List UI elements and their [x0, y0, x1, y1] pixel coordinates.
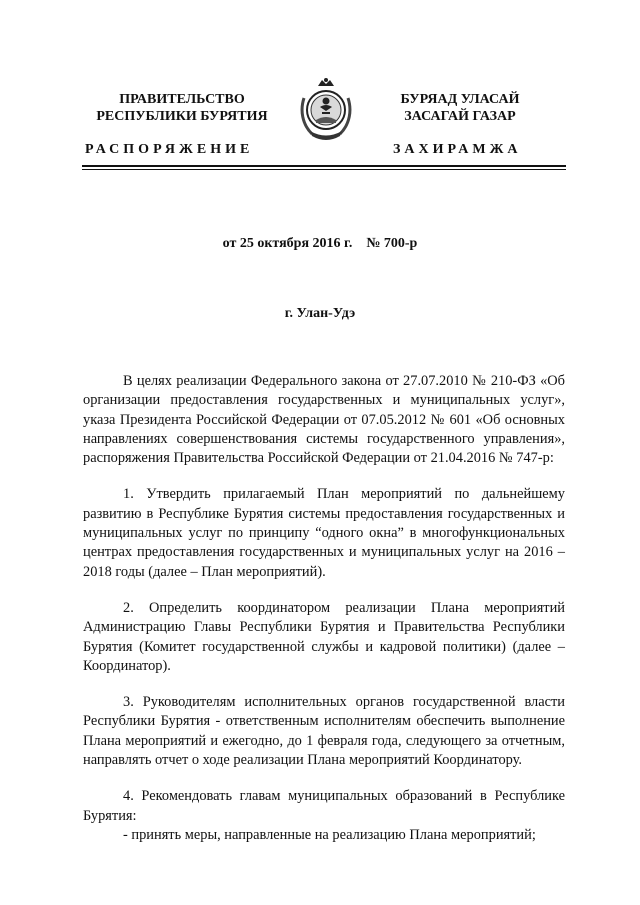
header-right-line2: ЗАСАГАЙ ГАЗАР: [404, 109, 516, 124]
city-name: г. Улан-Удэ: [284, 306, 356, 321]
paragraph-1: 1. Утвердить прилагаемый План мероприятий по дальнейшему развитию в Республике Бурятия системы предоставления государственных и муниципальных услуг по принципу “одного окна” в многофункциональных центрах предоставления государственных и муниципальных услуг на 2016 – 2018 годы (далее – План мероприятий).: [83, 486, 565, 580]
header-right-line1: БУРЯАД УЛАСАЙ: [400, 92, 520, 107]
header-left-line2: РЕСПУБЛИКИ БУРЯТИЯ: [96, 109, 268, 124]
paragraph-3: 3. Руководителям исполнительных органов государственной власти Республики Бурятия - ответственным исполнителям обеспечить выполнение Плана мероприятий и ежегодно, до 1 февраля года, следующего за отчетным, направлять отчет о ходе реализации Плана мероприятий Координатору.: [83, 694, 565, 769]
paragraph-4: 4. Рекомендовать главам муниципальных образований в Республике Бурятия:: [83, 788, 565, 824]
header-rule-thin: [82, 169, 566, 170]
document-body: [83, 372, 565, 845]
doc-type-left: РАСПОРЯЖЕНИЕ: [85, 142, 254, 157]
header-left-authority: [82, 91, 282, 125]
paragraph-preamble: В целях реализации Федерального закона от 27.07.2010 № 210-ФЗ «Об организации предоставления государственных и муниципальных услуг», указа Президента Российской Федерации от 07.05.2012 № 601 «Об основных направлениях совершенствования системы государственного управления», распоряжения Правительства Российской Федерации от 21.04.2016 № 747-р:: [83, 373, 565, 467]
header-right-authority: [365, 91, 555, 125]
date-and-number: от 25 октября 2016 г. № 700-р: [222, 236, 418, 251]
paragraph-2: 2. Определить координатором реализации Плана мероприятий Администрацию Главы Республики Бурятия и Правительства Республики Бурятия (Комитет государственной службы и кадровой политики) (далее – Координатор).: [83, 599, 565, 674]
header-left-line1: ПРАВИТЕЛЬСТВО: [119, 92, 245, 107]
doc-type-right: ЗАХИРАМЖА: [393, 142, 522, 157]
paragraph-4-item-1: - принять меры, направленные на реализацию Плана мероприятий;: [123, 826, 536, 843]
header-rule-thick: [82, 165, 566, 167]
coat-of-arms-icon: [296, 76, 356, 142]
